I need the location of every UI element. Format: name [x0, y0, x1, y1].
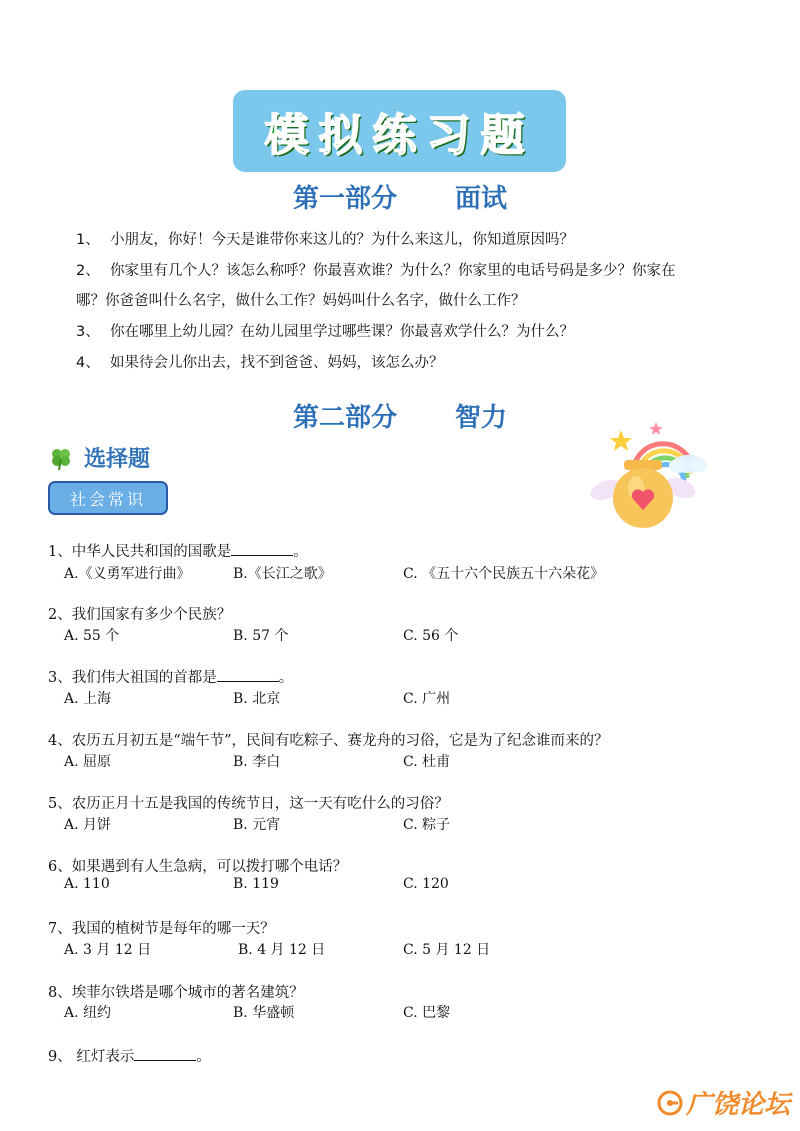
mcq-q6-option-c[interactable]: C. 120 [403, 876, 449, 892]
mcq-q7-option-c[interactable]: C. 5 月 12 日 [403, 942, 491, 958]
answer-blank[interactable] [134, 1046, 196, 1061]
mcq-q1 [48, 540, 308, 561]
interview-q2-num: 2、 [76, 263, 100, 279]
part1-heading [0, 178, 800, 215]
mcq-q3 [48, 666, 293, 687]
answer-blank[interactable] [217, 667, 279, 682]
mcq-q1-option-c[interactable]: C. 《五十六个民族五十六朵花》 [403, 566, 605, 582]
mcq-q9 [48, 1045, 211, 1066]
mcq-q2-text: 2、我们国家有多少个民族？ [48, 607, 232, 623]
mcq-q3-text: 3、我们伟大祖国的首都是 [48, 670, 217, 686]
mcq-q2-option-a[interactable]: A. 55 个 [64, 628, 120, 644]
mcq-q8-text: 8、埃菲尔铁塔是哪个城市的著名建筑？ [48, 985, 304, 1001]
mcq-q7 [48, 917, 275, 938]
title-banner [233, 90, 566, 172]
interview-q4-text: 如果待会儿你出去，找不到爸爸、妈妈，该怎么办？ [110, 355, 444, 371]
mcq-q5-option-a[interactable]: A. 月饼 [64, 817, 112, 833]
mcq-q8-option-b[interactable]: B. 华盛顿 [233, 1005, 295, 1021]
mcq-q3-tail: 。 [278, 670, 294, 686]
mcq-q1-option-a[interactable]: A.《义勇军进行曲》 [64, 566, 191, 582]
interview-q3-text: 你在哪里上幼儿园？在幼儿园里学过哪些课？你最喜欢学什么？为什么？ [110, 324, 574, 340]
mcq-q3-option-c[interactable]: C. 广州 [403, 691, 451, 707]
mcq-q2-option-b[interactable]: B. 57 个 [233, 628, 289, 644]
mcq-q9-text: 9、 红灯表示 [48, 1049, 135, 1065]
interview-q3-num: 3、 [76, 324, 100, 340]
answer-blank[interactable] [231, 541, 293, 556]
mcq-q4-option-b[interactable]: B. 李白 [233, 754, 281, 770]
mcq-q5-option-b[interactable]: B. 元宵 [233, 817, 281, 833]
mcq-q6-option-b[interactable]: B. 119 [233, 876, 279, 892]
mcq-q6 [48, 855, 347, 876]
mcq-q4-option-a[interactable]: A. 屈原 [64, 754, 112, 770]
clover-icon [48, 445, 74, 471]
mcq-q3-option-b[interactable]: B. 北京 [233, 691, 281, 707]
mcq-q5-text: 5、农历正月十五是我国的传统节日，这一天有吃什么的习俗？ [48, 796, 449, 812]
interview-q1-num: 1、 [76, 232, 100, 248]
mcq-q5-option-c[interactable]: C. 粽子 [403, 817, 451, 833]
rainbow-pot-icon [588, 418, 718, 533]
mcq-q5 [48, 792, 449, 813]
mcq-q3-option-a[interactable]: A. 上海 [64, 691, 112, 707]
mcq-q1-text: 1、中华人民共和国的国歌是 [48, 544, 232, 560]
mcq-q2 [48, 603, 231, 624]
part2-label: 智力 [455, 403, 508, 433]
mcq-q8-option-a[interactable]: A. 纽约 [64, 1005, 112, 1021]
mcq-q8-option-c[interactable]: C. 巴黎 [403, 1005, 451, 1021]
part1-label: 面试 [455, 184, 508, 214]
mcq-q8 [48, 981, 304, 1002]
part2-name: 第二部分 [292, 403, 397, 433]
mcq-q6-option-a[interactable]: A. 110 [64, 876, 110, 892]
interview-q2-cont: 哪？你爸爸叫什么名字，做什么工作？妈妈叫什么名字，做什么工作？ [76, 293, 526, 309]
interview-q1-text: 小朋友，你好！今天是谁带你来这儿的？为什么来这儿，你知道原因吗？ [110, 232, 574, 248]
section-title [48, 442, 150, 473]
interview-q4-num: 4、 [76, 355, 100, 371]
mcq-q9-tail: 。 [196, 1049, 211, 1065]
page-title: 模拟练习题 [264, 110, 535, 161]
mcq-q4-text: 4、农历五月初五是“端午节”，民间有吃粽子、赛龙舟的习俗，它是为了纪念谁而来的？ [48, 733, 609, 749]
mcq-q6-text: 6、如果遇到有人生急病，可以拨打哪个电话？ [48, 859, 348, 875]
mcq-q7-option-b[interactable]: B. 4 月 12 日 [238, 942, 326, 958]
category-tag: 社会常识 [48, 481, 168, 515]
section-title-text: 选择题 [84, 447, 151, 472]
watermark [656, 1084, 790, 1121]
forum-logo-icon [656, 1089, 684, 1117]
watermark-text: 广饶论坛 [685, 1090, 790, 1120]
mcq-q7-option-a[interactable]: A. 3 月 12 日 [64, 942, 152, 958]
part1-name: 第一部分 [292, 184, 397, 214]
mcq-q7-text: 7、我国的植树节是每年的哪一天？ [48, 921, 275, 937]
mcq-q4 [48, 729, 609, 750]
mcq-q1-tail: 。 [293, 544, 308, 560]
interview-q2-text: 你家里有几个人？该怎么称呼？你最喜欢谁？为什么？你家里的电话号码是多少？你家在 [110, 263, 676, 279]
mcq-q2-option-c[interactable]: C. 56 个 [403, 628, 459, 644]
mcq-q4-option-c[interactable]: C. 杜甫 [403, 754, 451, 770]
mcq-q1-option-b[interactable]: B.《长江之歌》 [233, 566, 332, 582]
